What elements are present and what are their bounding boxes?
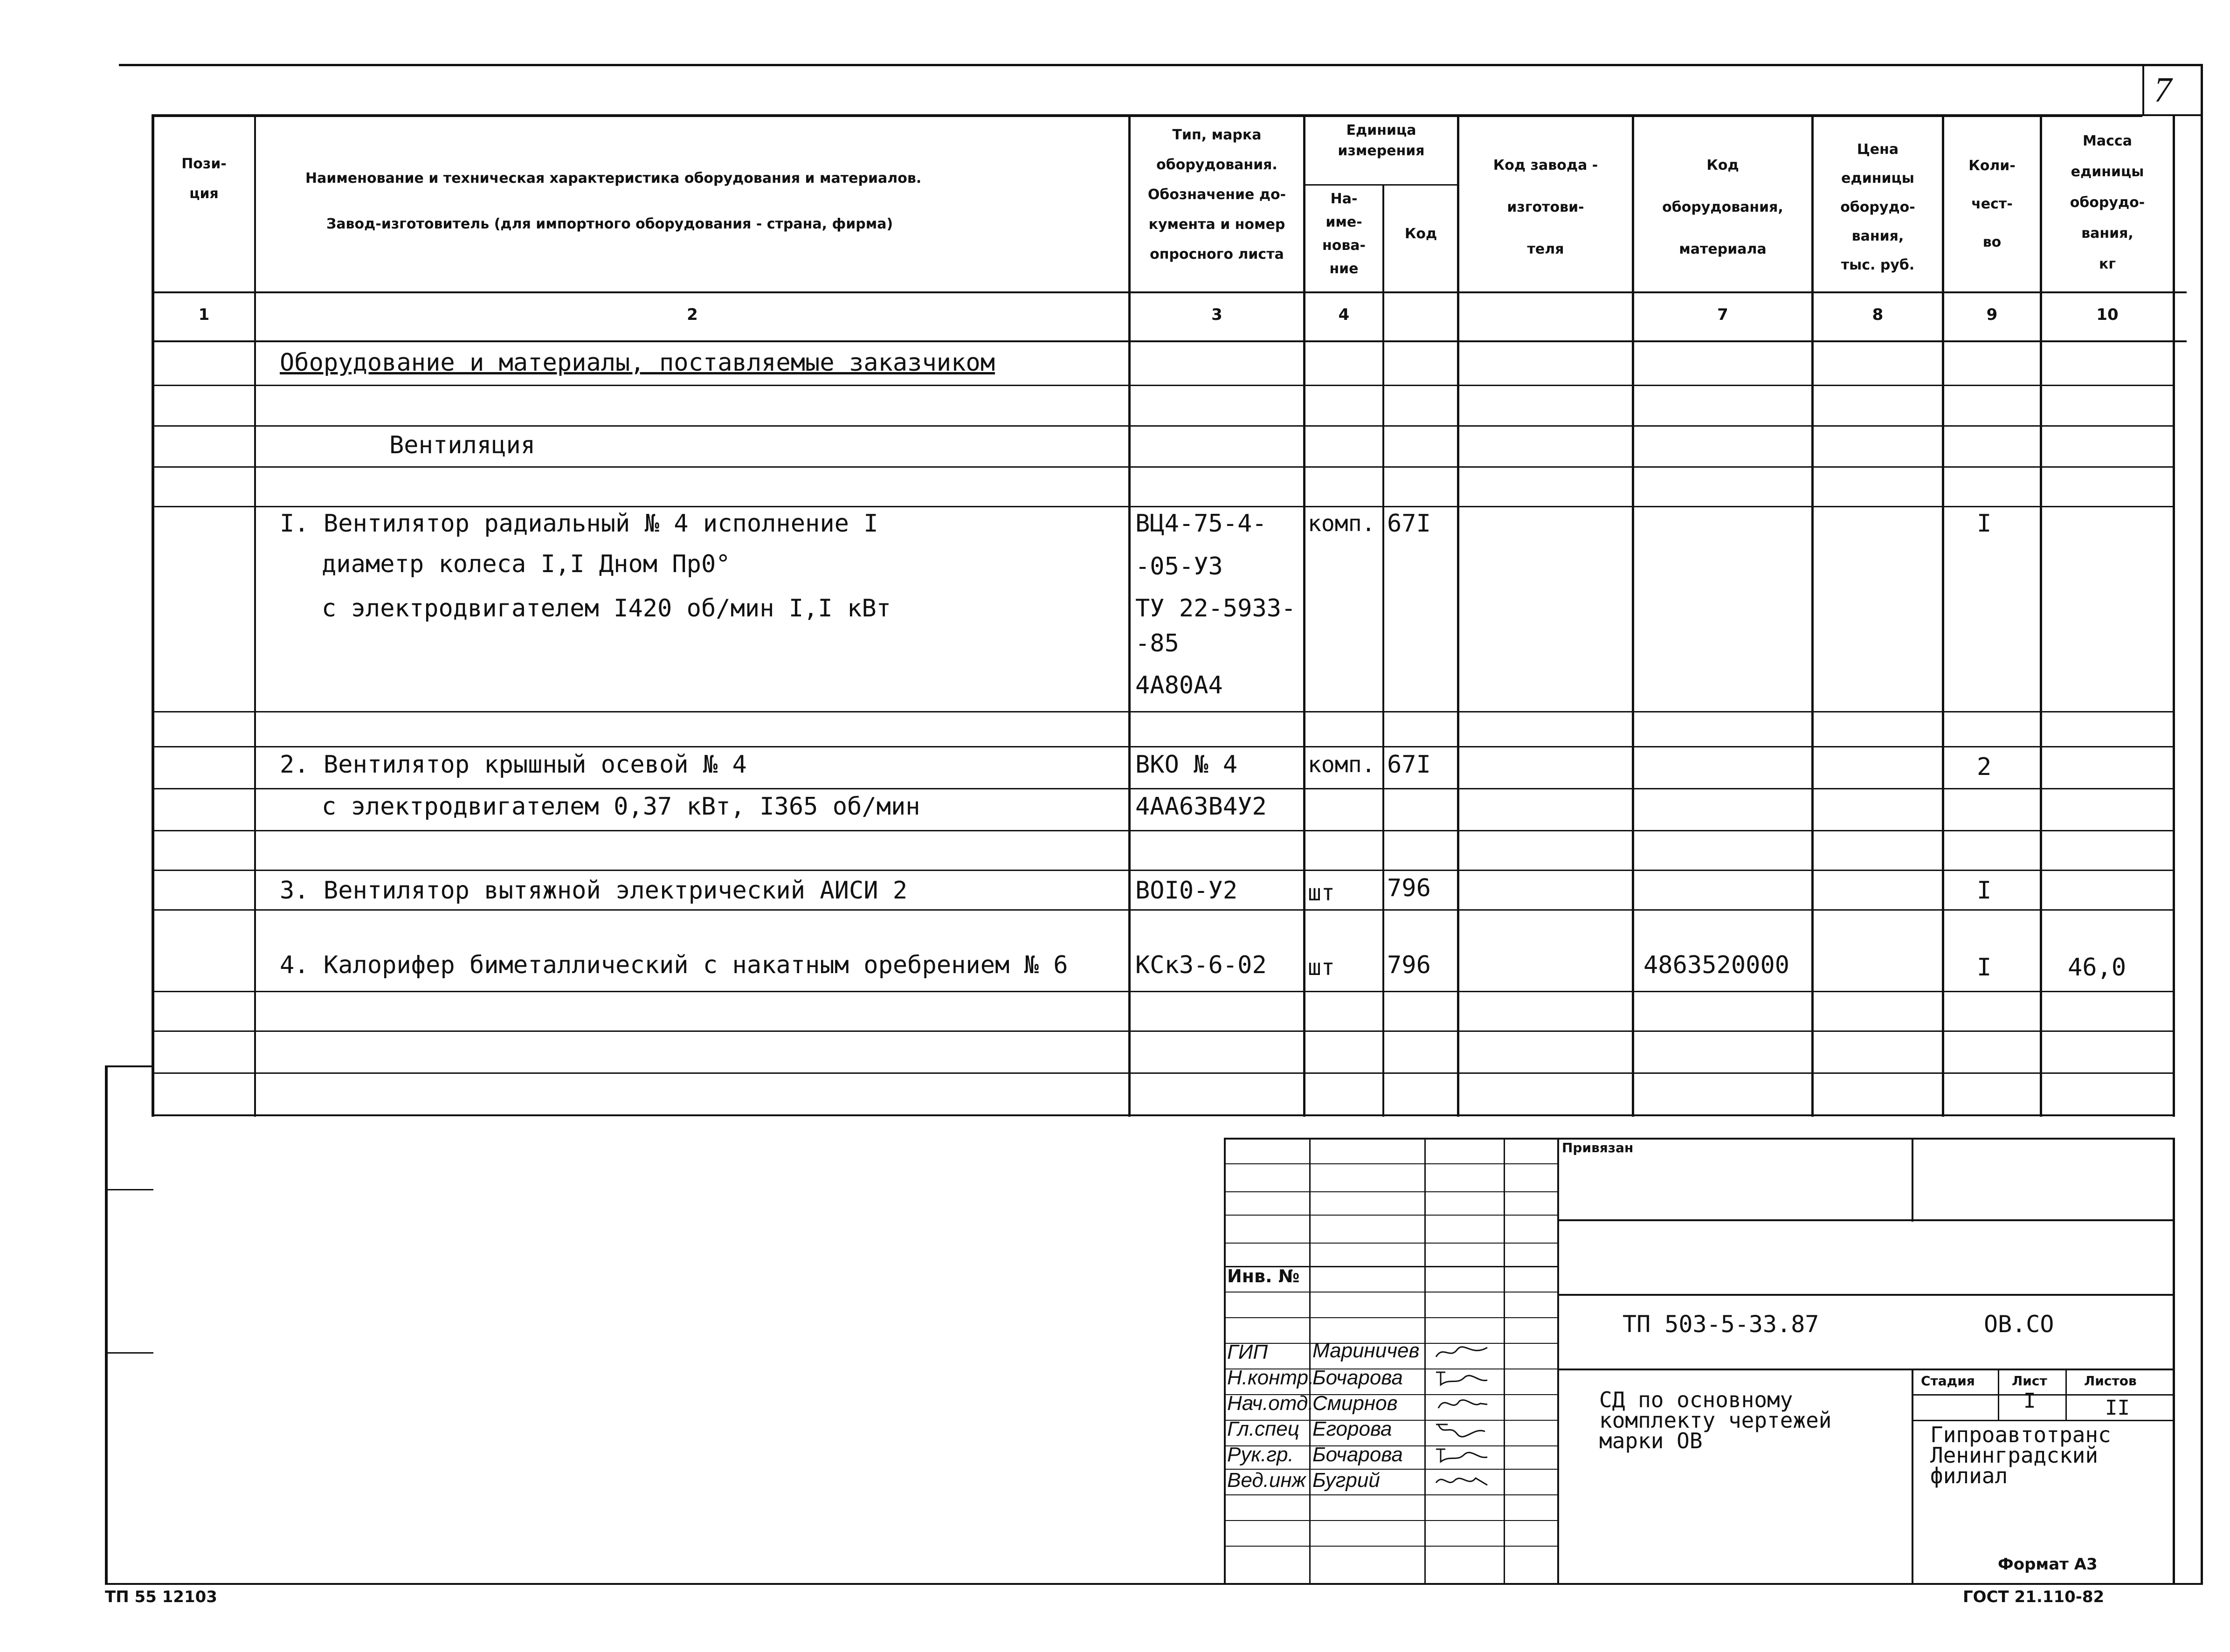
row-8-name: 3. Вентилятор вытяжной электрический АИСИ 2 — [280, 877, 908, 905]
row-2-name: диаметр колеса I,I Дном Пр0° — [322, 550, 731, 578]
role-nach-otd: Нач.отд. — [1227, 1392, 1314, 1415]
sheet-label: Лист — [2012, 1373, 2047, 1389]
col-number-2: 2 — [687, 305, 698, 324]
col-number-1: 1 — [198, 305, 210, 324]
format-label: Формат А3 — [1998, 1555, 2098, 1574]
footer-left-code: ТП 55 12103 — [105, 1588, 217, 1606]
doc-title: СД по основному комплекту чертежей марки ОВ — [1599, 1387, 1832, 1453]
row-1-code: 67I — [1387, 510, 1431, 538]
row-6-qty: 2 — [1977, 753, 1992, 781]
row-6-type: ВКО № 4 — [1135, 751, 1238, 779]
row-1-qty: I — [1977, 510, 1992, 538]
table-left — [152, 114, 154, 1117]
doc-mark: ОВ.СО — [1984, 1311, 2054, 1338]
col-number-9: 9 — [1986, 305, 1998, 324]
row-1-name: I. Вентилятор радиальный № 4 исполнение I — [280, 510, 878, 538]
person-gip: Мариничев — [1312, 1339, 1420, 1362]
row-3-name: с электродвигателем I420 об/мин I,I кВт — [322, 594, 891, 622]
right-rule — [2201, 64, 2203, 1585]
privyazan-label: Привязан — [1562, 1140, 1634, 1155]
header-equip-code: Код оборудования, материала — [1662, 157, 1783, 257]
row-1-type: ВЦ4-75-4- — [1135, 510, 1267, 538]
row-3-type: ТУ 22-5933- — [1135, 594, 1296, 622]
row-2-type: -05-У3 — [1135, 553, 1223, 581]
page-number: 7 — [2154, 70, 2172, 110]
organization: Гипроавтотранс Ленинградский филиал — [1930, 1422, 2111, 1488]
sheets-label: Листов — [2084, 1373, 2137, 1389]
header-unit-code: Код — [1404, 226, 1437, 242]
row-8-type: ВОI0-У2 — [1135, 877, 1238, 905]
row-8-unit: шт — [1308, 880, 1335, 906]
header-unit-name: На- име- нова- ние — [1322, 191, 1366, 277]
row-6-code: 67I — [1387, 751, 1431, 779]
row-7-type: 4АА63В4У2 — [1135, 793, 1267, 821]
person-ruk-gr: Бочарова — [1312, 1443, 1403, 1466]
row-1-unit: комп. — [1308, 511, 1375, 537]
role-gip: ГИП — [1227, 1341, 1268, 1363]
header-name-line2: Завод-изготовитель (для импортного оборудования - страна, фирма) — [326, 216, 893, 232]
person-gl-spec: Егорова — [1312, 1417, 1392, 1440]
inv-no-label: Инв. № — [1227, 1266, 1300, 1286]
row-9-name: 4. Калорифер биметаллический с накатным оребрением № 6 — [280, 951, 1068, 979]
table-top — [152, 114, 2142, 117]
header-type: Тип, марка оборудования. Обозначение до- кумента и номер опросного листа — [1147, 127, 1286, 263]
person-n-kontr: Бочарова — [1312, 1366, 1403, 1389]
role-ved-inzh: Вед.инж — [1227, 1469, 1306, 1492]
col-number-3: 3 — [1211, 305, 1222, 324]
bottom-rule — [105, 1583, 2203, 1585]
gost-label: ГОСТ 21.110-82 — [1963, 1588, 2105, 1606]
col-number-10: 10 — [2096, 305, 2119, 324]
top-rule — [119, 64, 2203, 66]
row-8-qty: I — [1977, 877, 1992, 905]
col-number-8: 8 — [1872, 305, 1884, 324]
header-price: Цена единицы оборудо- вания, тыс. руб. — [1840, 141, 1915, 273]
stage-label: Стадия — [1921, 1373, 1975, 1389]
col-number-4: 4 — [1338, 305, 1350, 324]
person-ved-inzh: Бугрий — [1312, 1469, 1380, 1492]
role-n-kontr: Н.контр. — [1227, 1366, 1314, 1389]
row-9-unit: шт — [1308, 954, 1335, 981]
row-7-name: с электродвигателем 0,37 кВт, I365 об/мин — [322, 793, 920, 821]
row-5-type: 4А80А4 — [1135, 671, 1223, 699]
signature-n-kontr — [1434, 1369, 1490, 1387]
row-9-type: КСк3-6-02 — [1135, 951, 1267, 979]
row-6-name: 2. Вентилятор крышный осевой № 4 — [280, 751, 747, 779]
person-nach-otd: Смирнов — [1312, 1392, 1398, 1415]
signature-gip — [1434, 1343, 1490, 1362]
row-9-equip-code: 4863520000 — [1643, 951, 1790, 979]
role-ruk-gr: Рук.гр. — [1227, 1443, 1294, 1466]
row-6-unit: комп. — [1308, 752, 1375, 778]
header-mass: Масса единицы оборудо- вания, кг — [2070, 133, 2145, 272]
header-qty: Коли- чест- во — [1968, 158, 2016, 250]
signature-ruk-gr — [1434, 1445, 1490, 1464]
header-maker-code: Код завода - изготови- теля — [1493, 157, 1598, 257]
row-9-qty: I — [1977, 954, 1992, 982]
row-9-code: 796 — [1387, 951, 1431, 979]
header-name-line1: Наименование и техническая характеристика оборудования и материалов. — [305, 170, 922, 187]
subsection-title: Вентиляция — [389, 431, 536, 459]
header-position: Пози- ция — [181, 156, 227, 202]
row-8-code: 796 — [1387, 874, 1431, 902]
row-4-type: -85 — [1135, 629, 1179, 657]
section-title: Оборудование и материалы, поставляемые заказчиком — [280, 349, 995, 377]
signature-nach-otd — [1434, 1394, 1490, 1413]
signature-ved-inzh — [1434, 1471, 1490, 1490]
col-number-7: 7 — [1717, 305, 1728, 324]
header-unit-group: Единица измерения — [1338, 122, 1425, 159]
sheet-number: I — [2023, 1389, 2036, 1413]
doc-code: ТП 503-5-33.87 — [1622, 1311, 1819, 1338]
role-gl-spec: Гл.спец — [1227, 1417, 1299, 1440]
signature-gl-spec — [1434, 1420, 1490, 1438]
row-9-mass: 46,0 — [2068, 954, 2126, 982]
sheets-count: II — [2105, 1396, 2130, 1420]
